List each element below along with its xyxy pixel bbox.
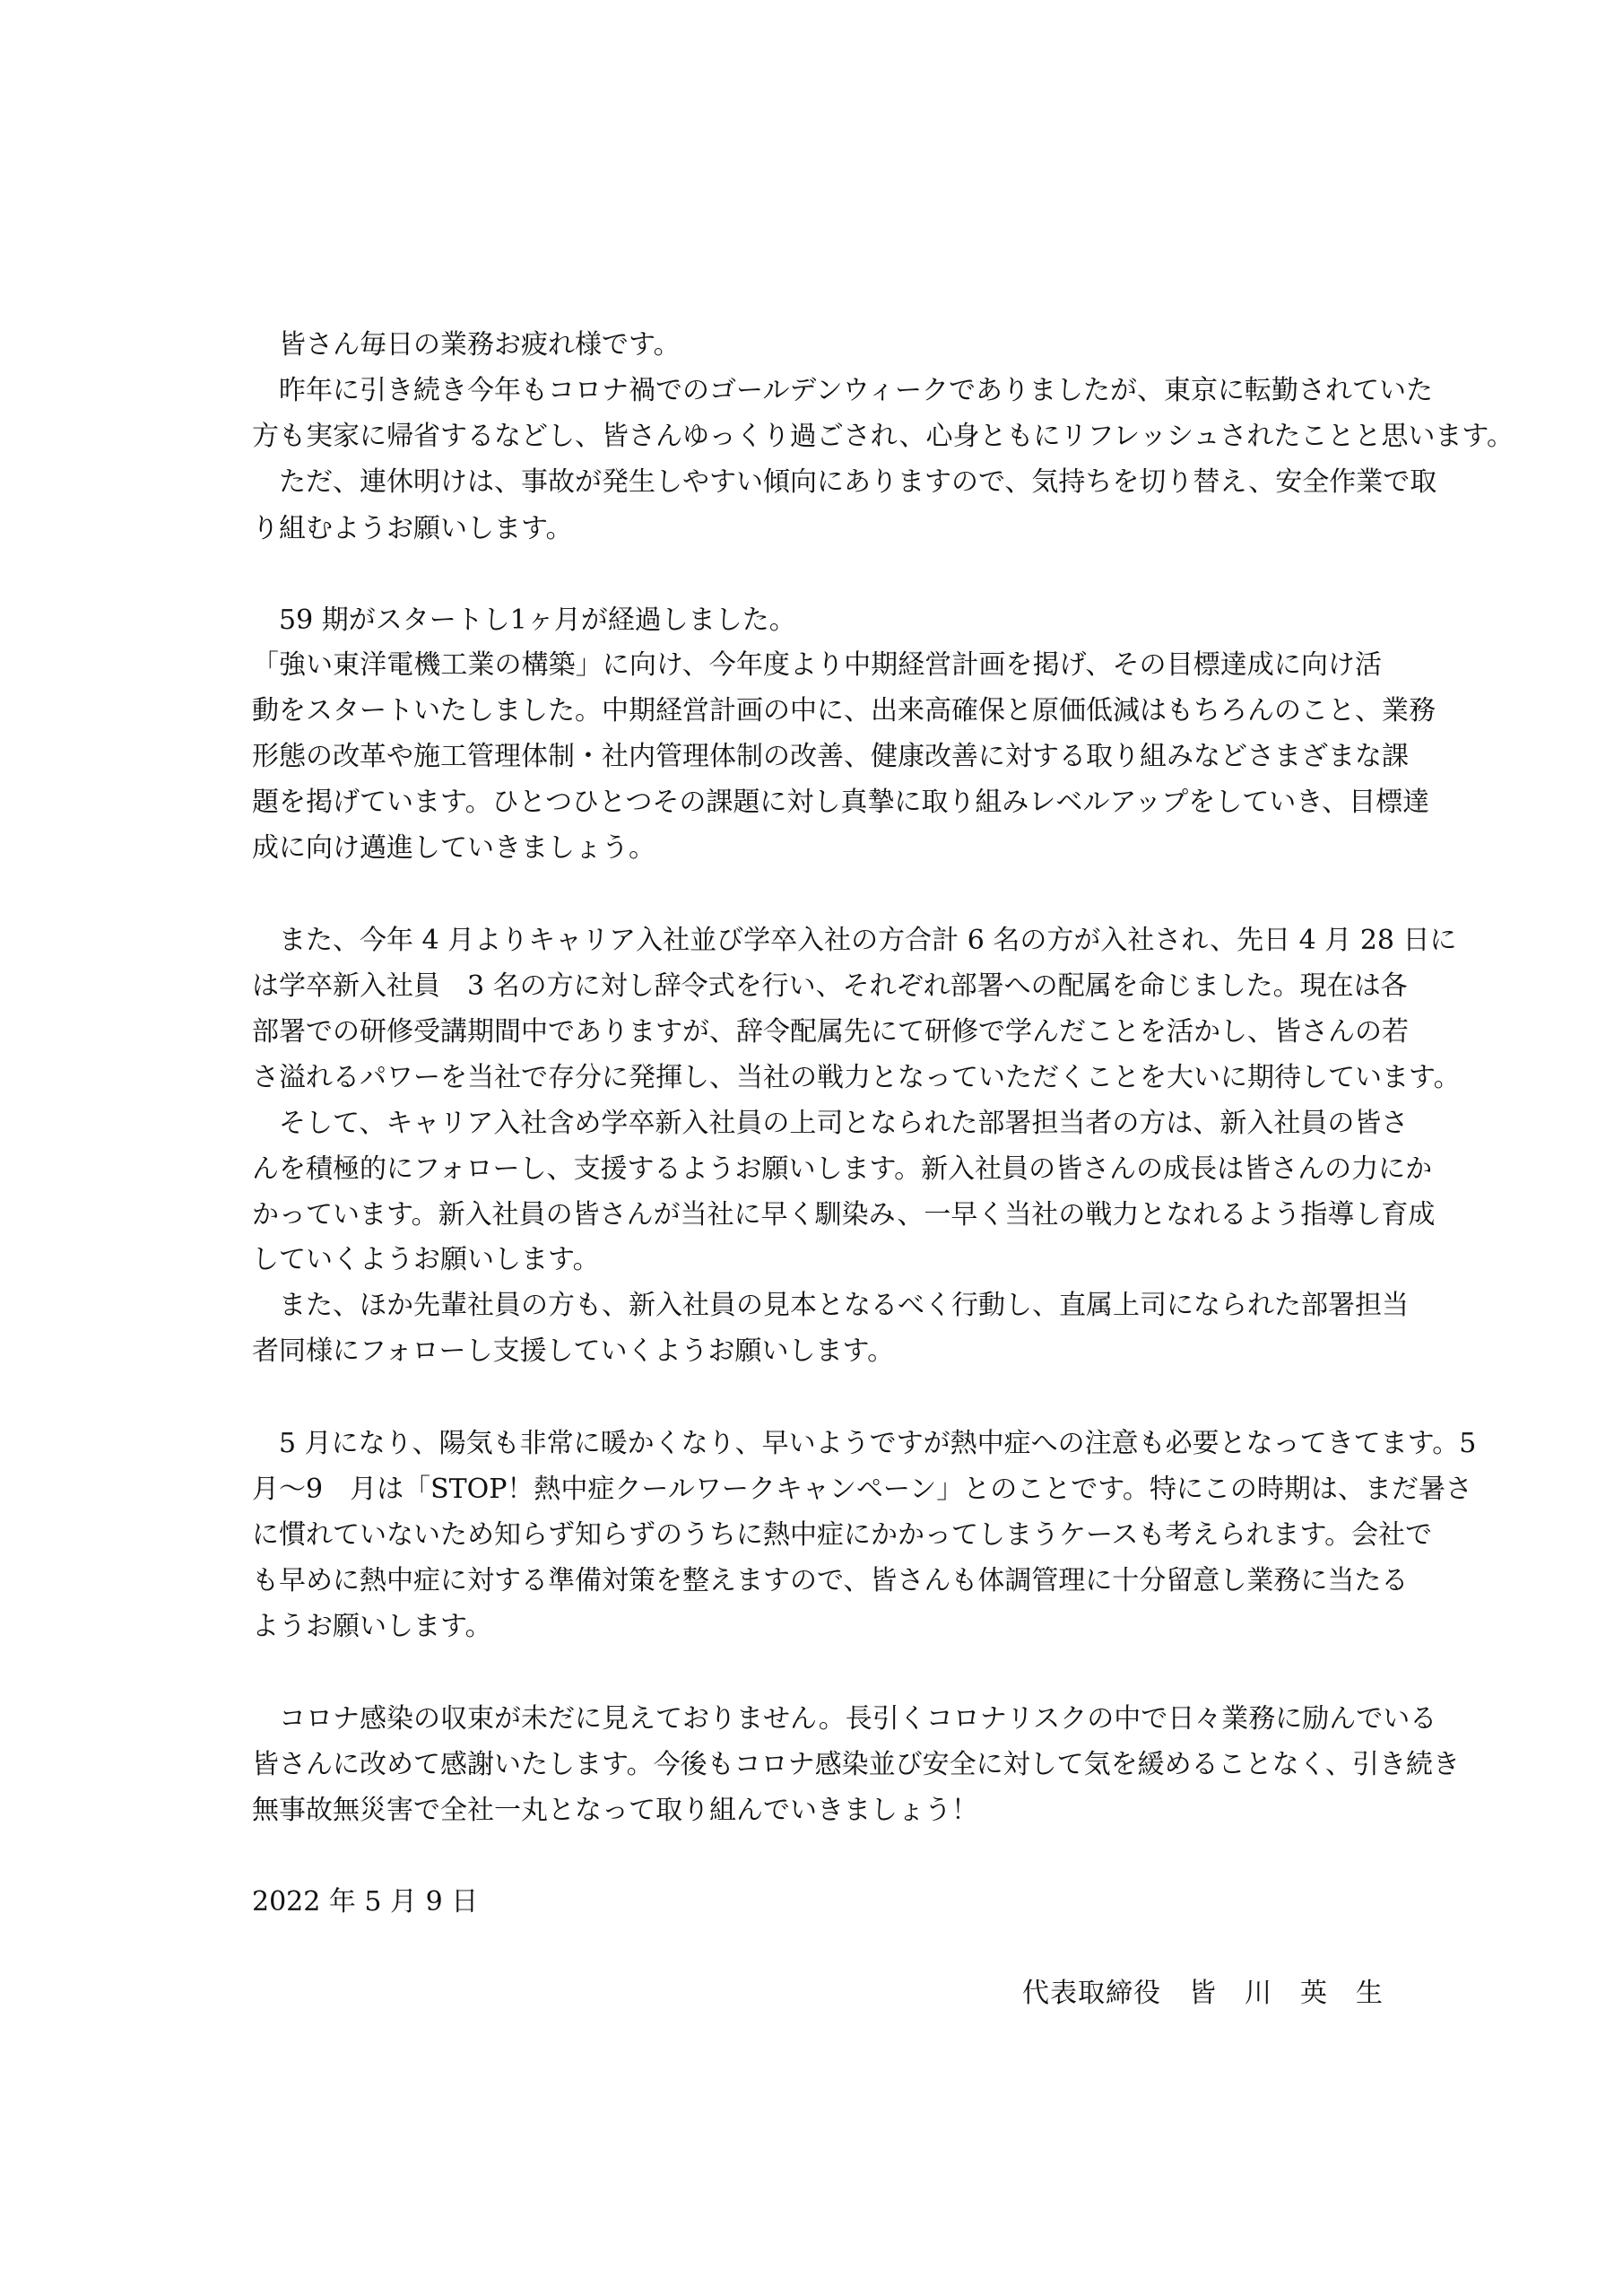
paragraph-line: かっています。新入社員の皆さんが当社に早く馴染み、一早く当社の戦力となれるよう指導し育成	[252, 1199, 1436, 1231]
paragraph-line: 動をスタートいたしました。中期経営計画の中に、出来高確保と原価低減はもちろんのこと、業務	[252, 695, 1436, 726]
paragraph-line: また、今年 4 月よりキャリア入社並び学卒入社の方合計 6 名の方が入社され、先日 4 月 28 日に	[252, 925, 1457, 956]
paragraph-line: 昨年に引き続き今年もコロナ禍でのゴールデンウィークでありましたが、東京に転勤されていた	[252, 375, 1433, 406]
paragraph-line: 題を掲げています。ひとつひとつその課題に対し真摯に取り組みレベルアップをしていき、目標達	[252, 787, 1430, 818]
paragraph-line: そして、キャリア入社含め学卒新入社員の上司となられた部署担当者の方は、新入社員の皆さ	[252, 1108, 1409, 1139]
paragraph-line: 5 月になり、陽気も非常に暖かくなり、早いようですが熱中症への注意も必要となってきてます。5	[252, 1428, 1477, 1459]
paragraph-line: ようお願いします。	[252, 1611, 492, 1642]
paragraph-line: 無事故無災害で全社一丸となって取り組んでいきましょう！	[252, 1795, 978, 1826]
paragraph-line: は学卒新入社員 3 名の方に対し辞令式を行い、それぞれ部署への配属を命じました。現在は各	[252, 970, 1408, 1002]
letter-date: 2022 年 5 月 9 日	[252, 1886, 479, 1918]
paragraph-line: んを積極的にフォローし、支援するようお願いします。新入社員の皆さんの成長は皆さんの力にか	[252, 1153, 1433, 1185]
paragraph-line: 方も実家に帰省するなどし、皆さんゆっくり過ごされ、心身ともにリフレッシュされたことと思います。	[252, 421, 1514, 452]
paragraph-line: 59 期がスタートし1ヶ月が経過しました。	[252, 604, 796, 636]
paragraph-line: ただ、連休明けは、事故が発生しやすい傾向にありますので、気持ちを切り替え、安全作業で取	[252, 466, 1437, 498]
paragraph-line: していくようお願いします。	[252, 1244, 600, 1275]
paragraph-line: コロナ感染の収束が未だに見えておりません。長引くコロナリスクの中で日々業務に励んでいる	[252, 1703, 1437, 1735]
paragraph-line: 部署での研修受講期間中でありますが、辞令配属先にて研修で学んだことを活かし、皆さんの若	[252, 1016, 1409, 1048]
paragraph-line: り組むようお願いします。	[252, 513, 573, 544]
paragraph-line: 皆さんに改めて感謝いたします。今後もコロナ感染並び安全に対して気を緩めることなく、引き続き	[252, 1749, 1460, 1780]
paragraph-line: 「強い東洋電機工業の構築」に向け、今年度より中期経営計画を掲げ、その目標達成に向け活	[252, 649, 1382, 681]
paragraph-line: また、ほか先輩社員の方も、新入社員の見本となるべく行動し、直属上司になられた部署担当	[252, 1290, 1409, 1321]
signature: 代表取締役 皆 川 英 生	[1022, 1978, 1384, 2009]
paragraph-line: さ溢れるパワーを当社で存分に発揮し、当社の戦力となっていただくことを大いに期待しています。	[252, 1062, 1461, 1093]
paragraph-line: 形態の改革や施工管理体制・社内管理体制の改善、健康改善に対する取り組みなどさまざまな課	[252, 741, 1409, 772]
paragraph-line: 月～9 月は「STOP！熱中症クールワークキャンペーン」とのことです。特にこの時期は、まだ暑さ	[252, 1474, 1472, 1505]
paragraph-line: 者同様にフォローし支援していくようお願いします。	[252, 1335, 895, 1367]
paragraph-line: 成に向け邁進していきましょう。	[252, 832, 655, 864]
paragraph-line: に慣れていないため知らず知らずのうちに熱中症にかかってしまうケースも考えられます。会社で	[252, 1519, 1433, 1551]
paragraph-line: も早めに熱中症に対する準備対策を整えますので、皆さんも体調管理に十分留意し業務に当たる	[252, 1565, 1409, 1596]
paragraph-line: 皆さん毎日の業務お疲れ様です。	[252, 329, 681, 361]
